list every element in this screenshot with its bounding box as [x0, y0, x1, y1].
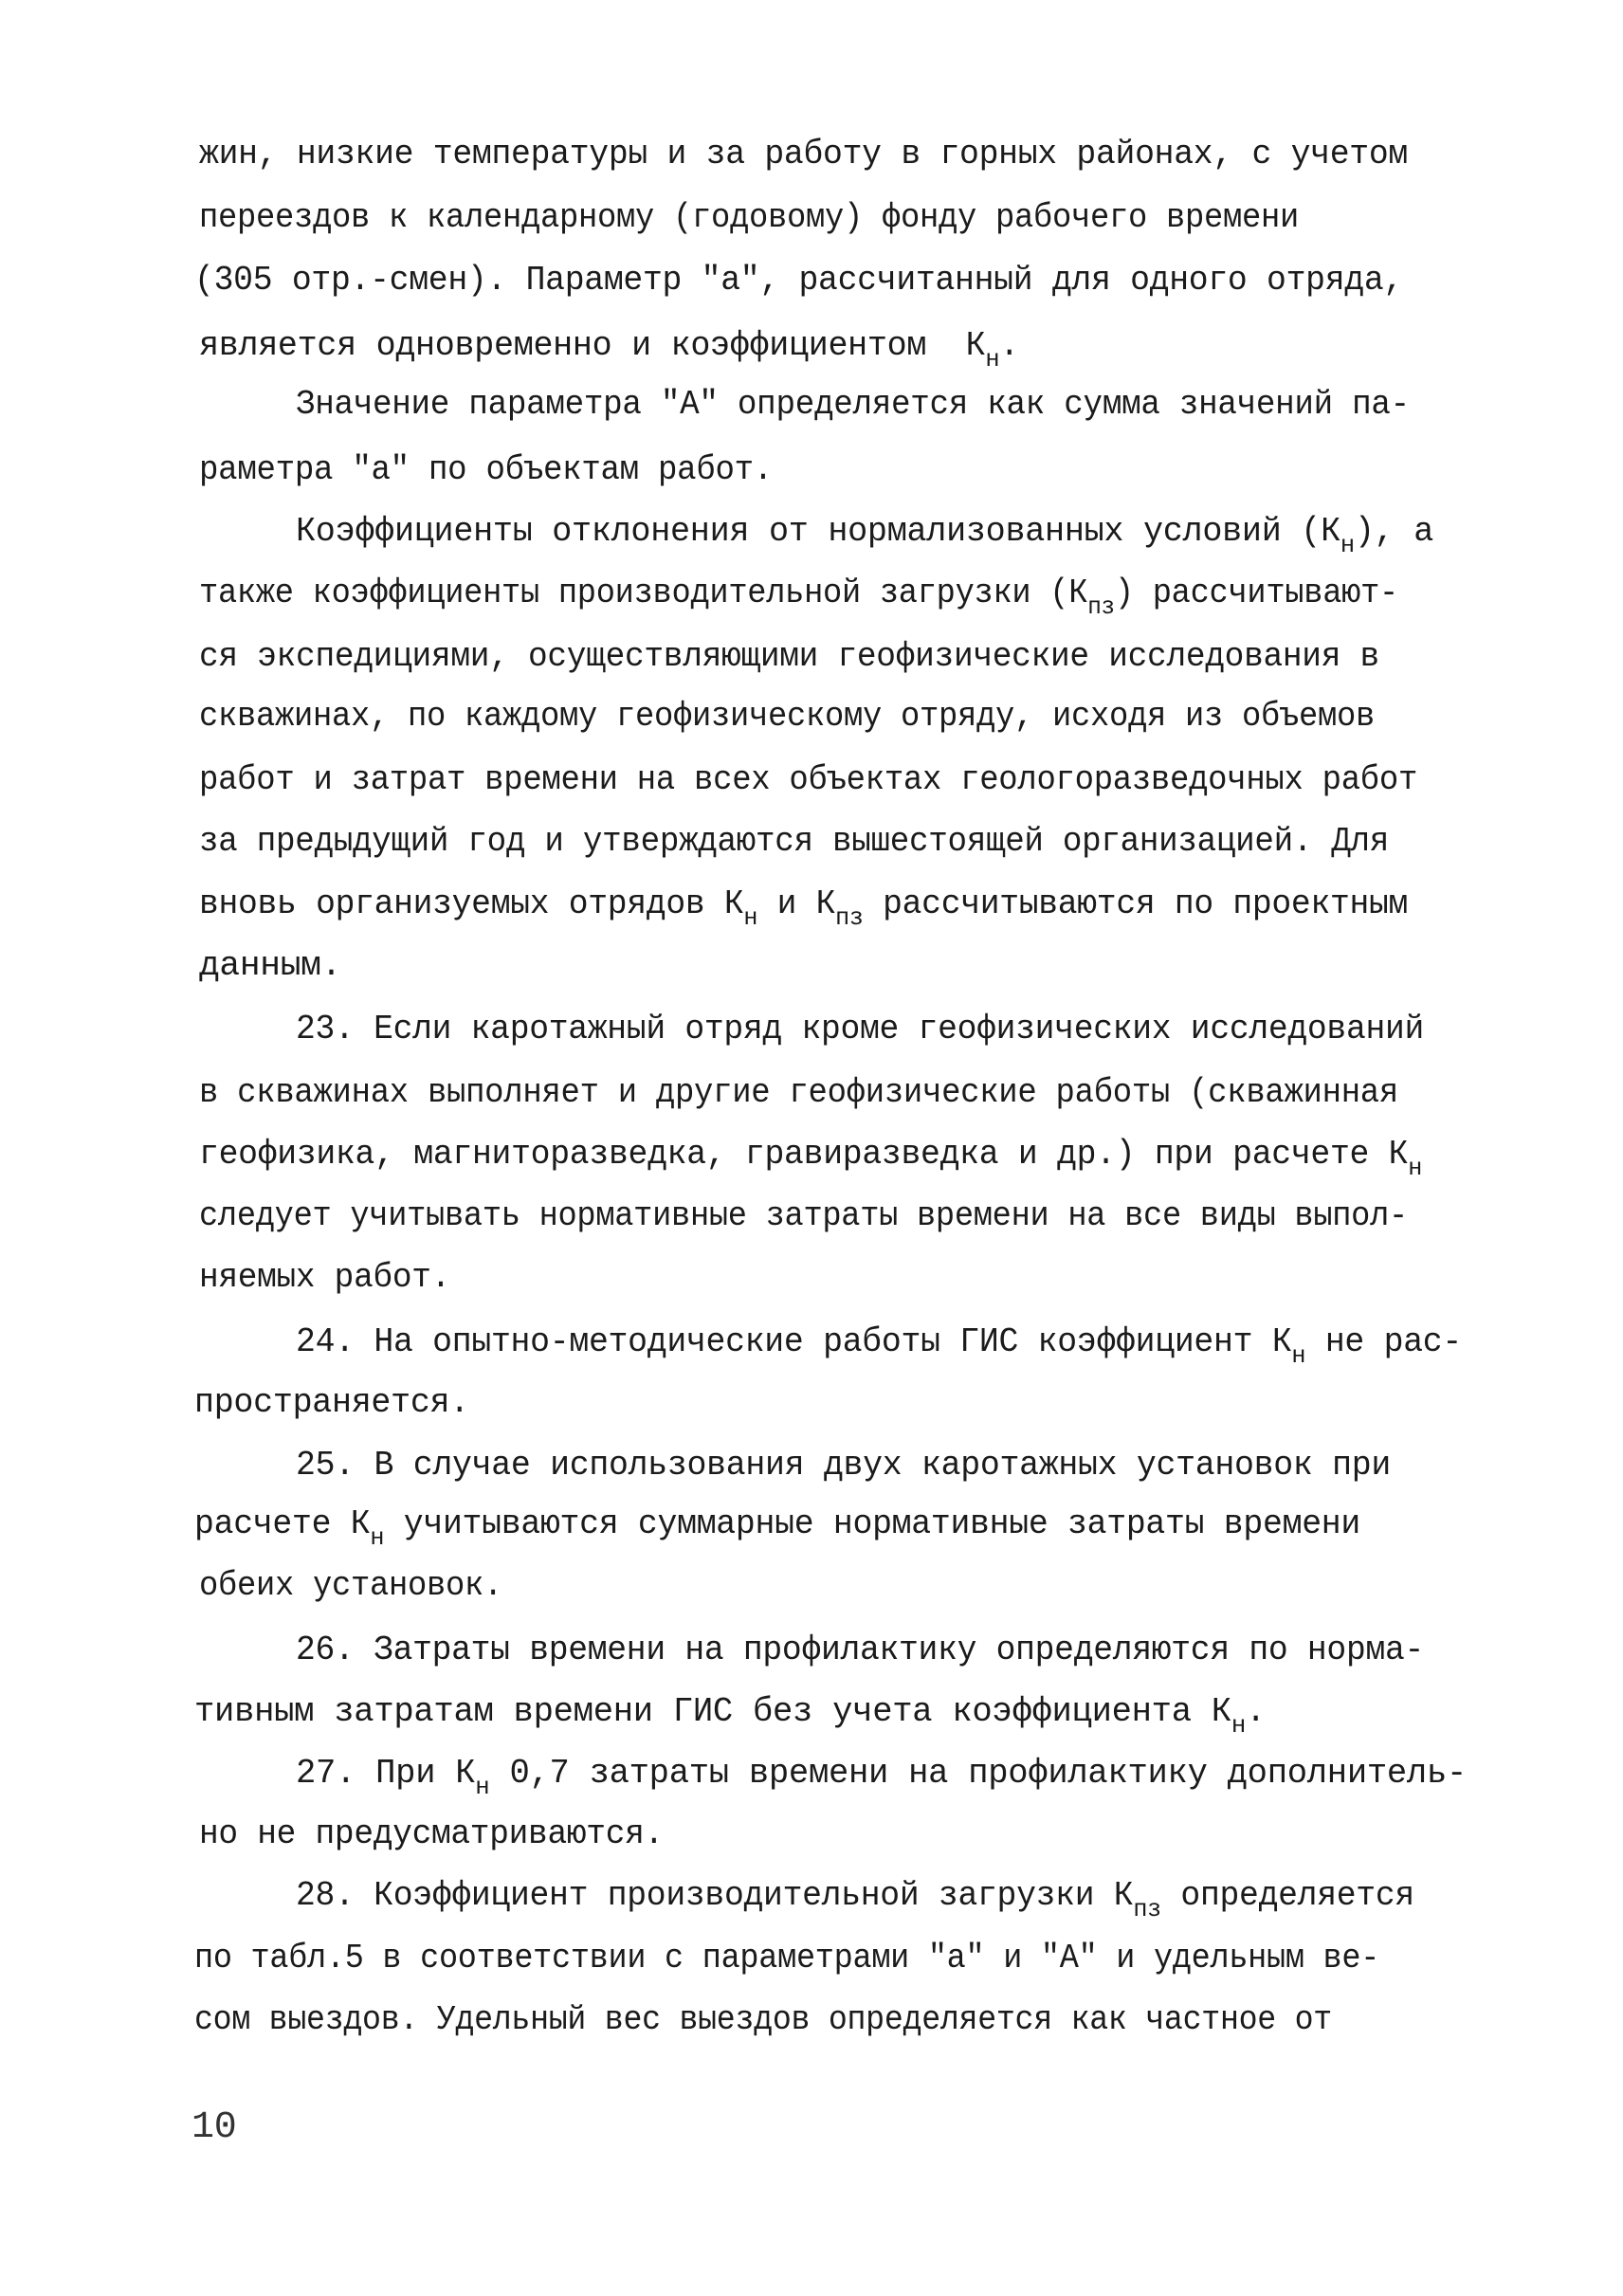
text-segment: 27. При К	[296, 1754, 476, 1793]
page-number: 10	[191, 2106, 237, 2149]
text-segment: учитываются суммарные нормативные затраты времени	[384, 1504, 1360, 1543]
text-segment: раметра "а" по объектам работ.	[199, 450, 773, 489]
text-segment: данным.	[199, 946, 342, 985]
text-line	[296, 1446, 1391, 1485]
text-segment: по табл.5 в соответствии с параметрами "а" и "А" и удельным ве-	[194, 1939, 1380, 1977]
text-line	[199, 574, 1398, 621]
text-line	[296, 1876, 1414, 1923]
text-segment: скважинах, по каждому геофизическому отряду, исходя из объемов	[199, 697, 1375, 736]
subscript: н	[475, 1773, 490, 1801]
text-segment: .	[1245, 1692, 1267, 1731]
text-segment: ) рассчитывают-	[1114, 574, 1398, 612]
text-segment: обеих установок.	[199, 1566, 502, 1605]
subscript: пз	[1087, 592, 1115, 621]
text-segment: определяется	[1160, 1876, 1414, 1915]
text-line	[199, 637, 1379, 676]
text-line	[199, 1258, 450, 1297]
subscript: н	[370, 1523, 385, 1552]
text-segment: также коэффициенты производительной загрузки (К	[199, 574, 1088, 612]
text-segment: за предыдущий год и утверждаются вышестоящей организацией. Для	[199, 822, 1390, 861]
text-segment: ся экспедициями, осуществляющими геофизические исследования в	[199, 637, 1379, 676]
text-line	[296, 512, 1433, 559]
text-segment: 0,7 затраты времени на профилактику дополнитель-	[489, 1754, 1468, 1793]
text-line	[199, 1814, 664, 1853]
text-segment: жин, низкие температуры и за работу в горных районах, с учетом	[199, 135, 1408, 173]
text-line	[296, 1633, 1424, 1667]
text-line	[199, 1566, 502, 1605]
text-segment: и К	[757, 884, 836, 923]
text-line	[194, 2000, 1332, 2039]
text-segment: но не предусматриваются.	[199, 1814, 664, 1853]
text-line	[296, 1754, 1468, 1801]
text-line	[199, 326, 1019, 374]
text-segment: 26. Затраты времени на профилактику определяются по норма-	[296, 1631, 1425, 1669]
text-segment: 28. Коэффициент производительной загрузки К	[296, 1876, 1134, 1915]
text-segment: 23. Если каротажный отряд кроме геофизических исследований	[296, 1010, 1425, 1048]
text-line	[194, 1504, 1360, 1552]
text-segment: .	[999, 326, 1019, 365]
text-segment: следует учитывать нормативные затраты времени на все виды выпол-	[199, 1196, 1408, 1235]
subscript: н	[1408, 1154, 1423, 1182]
text-segment: является одновременно и коэффициентом К	[199, 326, 986, 365]
text-line	[194, 1383, 469, 1422]
text-line	[296, 1012, 1424, 1047]
text-line	[199, 450, 773, 489]
text-line	[296, 1322, 1462, 1370]
subscript: пз	[1133, 1895, 1161, 1923]
subscript: н	[743, 903, 758, 932]
text-segment: 25. В случае использования двух каротажных установок при	[296, 1446, 1391, 1485]
text-line	[199, 137, 1408, 172]
subscript: н	[1231, 1711, 1246, 1740]
text-segment: пространяется.	[194, 1383, 469, 1422]
subscript: н	[985, 345, 1000, 374]
subscript: н	[1340, 531, 1355, 559]
subscript: н	[1291, 1341, 1306, 1370]
text-line	[199, 198, 1299, 237]
text-line	[199, 884, 1409, 932]
text-segment: (305 отр.-смен). Параметр "а", рассчитанный для одного отряда,	[194, 261, 1403, 300]
text-line	[199, 760, 1418, 799]
text-segment: няемых работ.	[199, 1258, 450, 1297]
text-segment: работ и затрат времени на всех объектах геологоразведочных работ	[199, 760, 1418, 799]
text-segment: в скважинах выполняет и другие геофизические работы (скважинная	[199, 1073, 1398, 1112]
text-segment: геофизика, магниторазведка, гравиразведка и др.) при расчете К	[199, 1135, 1409, 1174]
text-line	[199, 697, 1375, 736]
text-line	[199, 1196, 1408, 1235]
text-line	[194, 261, 1403, 300]
subscript: пз	[835, 903, 864, 932]
text-segment: ), а	[1354, 512, 1433, 551]
text-segment: сом выездов. Удельный вес выездов определяется как частное от	[194, 2000, 1332, 2039]
text-segment: тивным затратам времени ГИС без учета коэффициента К	[194, 1692, 1231, 1731]
text-segment: переездов к календарному (годовому) фонду рабочего времени	[199, 198, 1299, 237]
text-line	[199, 946, 342, 985]
text-line	[199, 1073, 1398, 1112]
text-segment: расчете К	[194, 1504, 371, 1543]
text-line	[199, 1135, 1423, 1182]
text-segment: Значение параметра "А" определяется как сумма значений па-	[296, 385, 1410, 424]
text-segment: Коэффициенты отклонения от нормализованных условий (К	[296, 512, 1340, 551]
text-segment: рассчитываются по проектным	[863, 884, 1409, 923]
text-segment: 24. На опытно-методические работы ГИС коэффициент К	[296, 1322, 1292, 1361]
text-line	[296, 385, 1410, 424]
text-line	[194, 1941, 1379, 1976]
text-segment: не рас-	[1305, 1322, 1462, 1361]
text-line	[194, 1692, 1267, 1740]
text-line	[199, 822, 1390, 861]
text-segment: вновь организуемых отрядов К	[199, 884, 744, 923]
